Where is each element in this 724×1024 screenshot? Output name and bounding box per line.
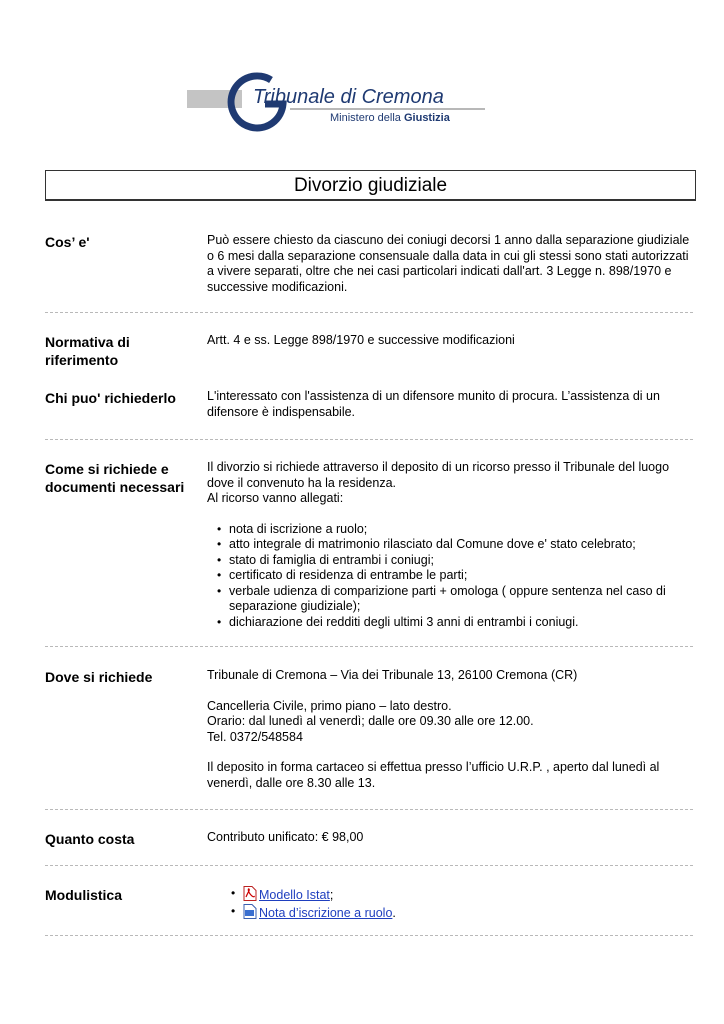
list-item: • dichiarazione dei redditi degli ultimi 3 anni di entrambi i coniugi. [211, 615, 697, 631]
office-location: Cancelleria Civile, primo piano – lato destro. [207, 698, 452, 713]
section-text: Contributo unificato: € 98,00 [207, 830, 364, 844]
section-text: Il divorzio si richiede attraverso il deposito di un ricorso presso il Tribunale del luogo dove il convenuto ha la residenza. [207, 460, 670, 490]
section-label: Cos’ e' [45, 234, 90, 250]
divider [45, 935, 693, 936]
address: Tribunale di Cremona – Via dei Tribunale 13, 26100 Cremona (CR) [207, 668, 578, 682]
section-label: Chi puo' richiederlo [45, 390, 176, 406]
list-item: • atto integrale di matrimonio rilasciato dal Comune dove e' stato celebrato; [211, 537, 697, 553]
section-label: Modulistica [45, 887, 123, 903]
list-item: • nota di iscrizione a ruolo; [211, 522, 697, 538]
office-hours: Orario: dal lunedì al venerdì; dalle ore 09.30 alle ore 12.00. [207, 714, 534, 728]
section-label: Come si richiede e documenti necessari [45, 461, 185, 495]
forms-list [225, 886, 715, 921]
section-content [207, 460, 697, 630]
list-item: • verbale udienza di comparizione parti + omologa ( oppure sentenza nel caso di separazione giudiziale); [211, 584, 697, 615]
list-item [225, 904, 715, 922]
section-text: Al ricorso vanno allegati: [207, 491, 344, 505]
list-item: • certificato di residenza di entrambe le parti; [211, 568, 697, 584]
section-label: Dove si richiede [45, 669, 153, 685]
modello-istat-link[interactable]: Modello Istat [259, 888, 330, 902]
section-text: Può essere chiesto da ciascuno dei coniugi decorsi 1 anno dalla separazione giudiziale o 6 mesi dalla separazione consensuale dalla data in cui gli stessi sono stati autorizzati a vivere separati, oltre che nei casi particolari indicati dall'art. 3 Legge n. 898/1970 e successive modificazioni. [207, 233, 690, 294]
separator-text: ; [329, 888, 334, 902]
divider [45, 809, 693, 810]
divider [45, 865, 693, 866]
documents-list [211, 522, 697, 631]
list-item [225, 886, 715, 904]
section-text: L'interessato con l'assistenza di un difensore munito di procura. L’assistenza di un difensore è indispensabile. [207, 389, 660, 419]
deposit-info: Il deposito in forma cartaceo si effettua presso l’ufficio U.R.P. , aperto dal lunedì al venerdì, dalle ore 8.30 alle 13. [207, 760, 660, 790]
section-content [207, 668, 697, 791]
separator-text: . [392, 905, 396, 920]
court-logo [185, 68, 485, 134]
phone: Tel. 0372/548584 [207, 729, 303, 744]
section-label: Quanto costa [45, 831, 135, 847]
word-file-icon [243, 904, 257, 919]
divider [45, 439, 693, 440]
nota-iscrizione-link[interactable]: Nota d’iscrizione a ruolo [259, 905, 393, 920]
section-label: Normativa di riferimento [45, 334, 130, 368]
divider [45, 312, 693, 313]
section-text: Artt. 4 e ss. Legge 898/1970 e successive modificazioni [207, 333, 515, 347]
divider [45, 646, 693, 647]
court-name: Tribunale di Cremona [253, 86, 444, 108]
section-content [225, 886, 715, 921]
ministry-name: Ministero della Giustizia [330, 112, 450, 124]
list-item: • stato di famiglia di entrambi i coniugi; [211, 553, 697, 569]
pdf-file-icon [243, 886, 257, 901]
page-title: Divorzio giudiziale [45, 170, 696, 201]
